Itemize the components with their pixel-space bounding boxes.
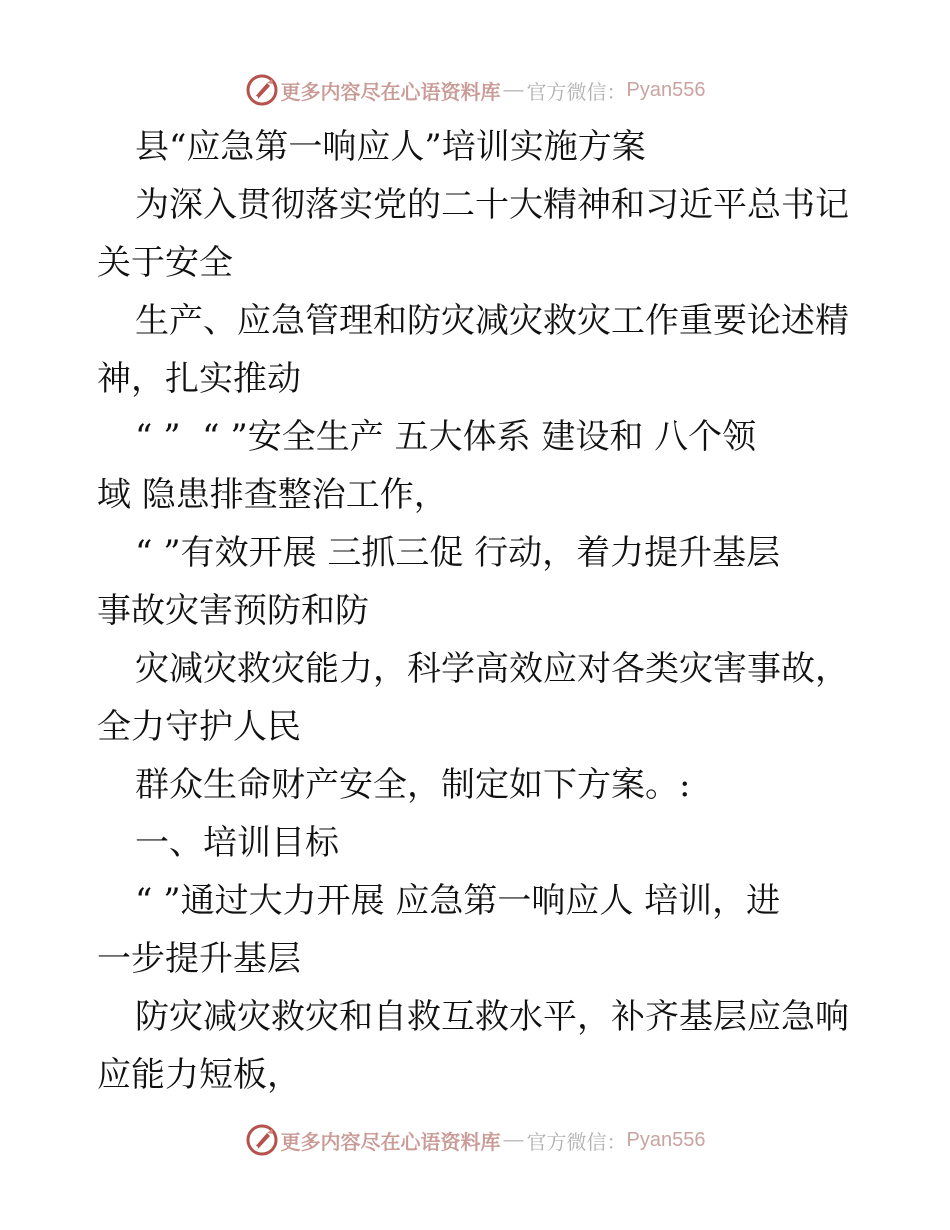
banner-separator: — [503,78,524,101]
document-line: “ ”有效开展 三抓三促 行动，着力提升基层 [135,533,781,573]
document-line: 县“应急第一响应人”培训实施方案 [135,127,646,167]
document-line: 事故灾害预防和防 [97,591,369,631]
document-line: 为深入贯彻落实党的二十大精神和习近平总书记 [135,185,849,225]
banner-separator: — [503,1128,524,1151]
banner-wechat-id: Pyan556 [626,1128,706,1151]
document-line: “ ” “ ”安全生产 五大体系 建设和 八个领 [135,417,757,457]
document-line: “ ”通过大力开展 应急第一响应人 培训，进 [135,881,781,921]
document-line: 群众生命财产安全，制定如下方案。: [135,765,691,805]
document-line: 一步提升基层 [97,939,301,979]
document-line: 神，扎实推动 [97,359,301,399]
document-line: 一、培训目标 [135,823,339,863]
document-line: 灾减灾救灾能力，科学高效应对各类灾害事故， [135,649,849,689]
banner-label: 官方微信： [526,79,627,104]
document-line: 域 隐患排查整治工作， [97,475,448,515]
document-body [97,118,857,1104]
document-line: 生产、应急管理和防灾减灾救灾工作重要论述精 [135,301,849,341]
banner-wechat-id: Pyan556 [626,78,706,101]
banner-label: 官方微信： [526,1129,627,1154]
quill-logo-icon [245,73,279,107]
banner-text: 更多内容尽在心语资料库 [280,1129,501,1154]
document-line: 防灾减灾救灾和自救互救水平，补齐基层应急响 [135,997,849,1037]
quill-logo-icon [245,1123,279,1157]
document-line: 关于安全 [97,243,233,283]
document-line: 应能力短板， [97,1055,301,1095]
footer-watermark-banner [0,1120,950,1160]
header-watermark-banner [0,70,950,110]
document-line: 全力守护人民 [97,707,301,747]
banner-text: 更多内容尽在心语资料库 [280,79,501,104]
